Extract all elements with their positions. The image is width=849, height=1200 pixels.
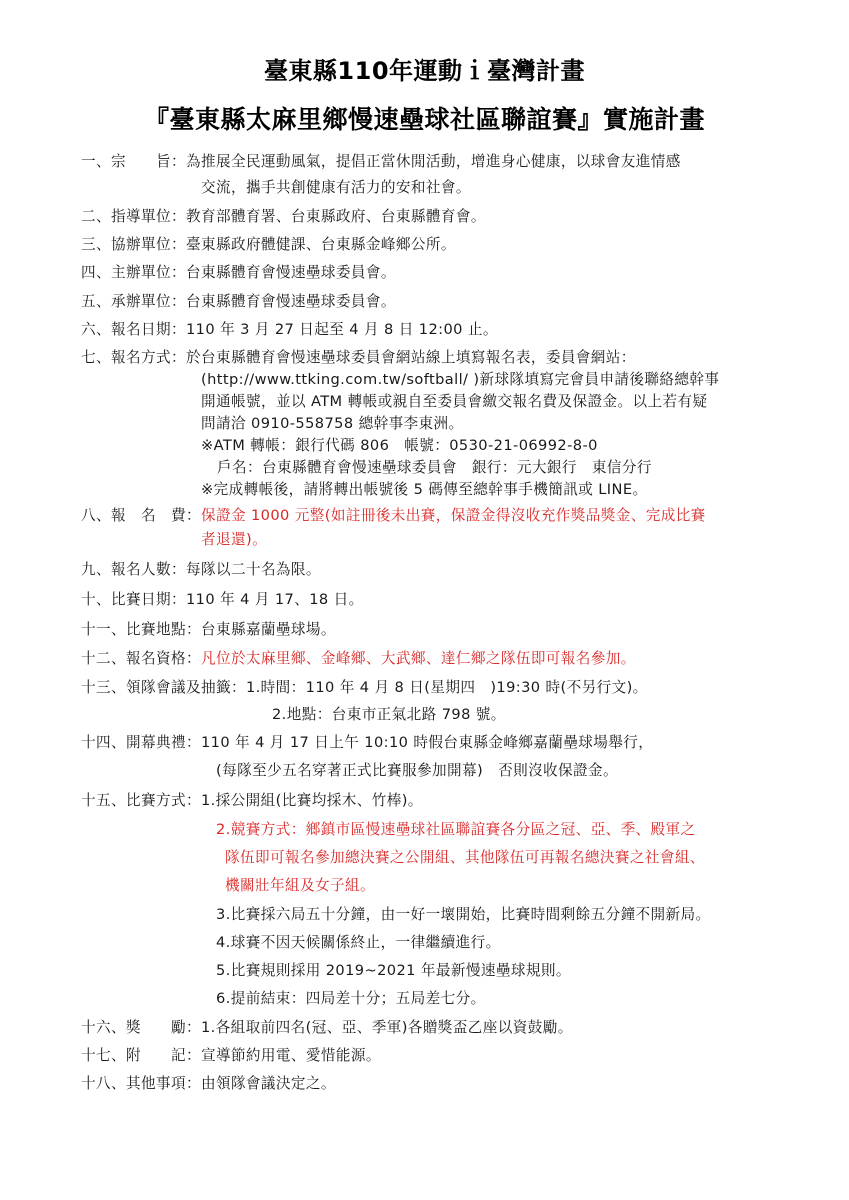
item-text: 保證金 1000 元整(如註冊後未出賽，保證金得沒收充作獎品獎金、完成比賽 — [200, 507, 706, 524]
item-text: 每隊以二十名為限。 — [185, 561, 321, 578]
item-text: 1.各組取前四名(冠、亞、季軍)各贈獎盃乙座以資鼓勵。 — [200, 1019, 573, 1036]
item-text: 110 年 4 月 17 日上午 10:10 時假台東縣金峰鄉嘉蘭壘球場舉行， — [200, 734, 654, 751]
item-continuation: 機關壯年組及女子組。 — [225, 877, 375, 894]
item-other-matters — [81, 1074, 336, 1094]
item-label: 一、宗 旨： — [81, 153, 186, 170]
item-venue — [81, 620, 336, 640]
item-continuation: 隊伍即可報名參加總決賽之公開組、其他隊伍可再報名總決賽之社會組、 — [225, 849, 705, 866]
item-text: 為推展全民運動風氣，提倡正當休閒活動，增進身心健康，以球會友進情感 — [185, 153, 681, 170]
item-text: 台東縣體育會慢速壘球委員會。 — [185, 264, 396, 281]
account-name-info: 戶名：台東縣體育會慢速壘球委員會 銀行：元大銀行 東信分行 — [217, 459, 652, 476]
item-text: 1.採公開組(比賽均採木、竹棒)。 — [200, 792, 423, 809]
item-text: 臺東縣政府體健課、台東縣金峰鄉公所。 — [185, 236, 456, 253]
item-awards — [81, 1018, 573, 1038]
item-text: 於台東縣體育會慢速壘球委員會網站線上填寫報名表，委員會網站： — [185, 349, 636, 366]
item-match-format — [81, 791, 423, 811]
transfer-note: ※完成轉帳後，請將轉出帳號後 5 碼傳至總幹事手機簡訊或 LINE。 — [201, 481, 648, 498]
item-continuation: 交流，攜手共創健康有活力的安和社會。 — [201, 179, 471, 196]
item-supervisor — [81, 207, 486, 227]
document-subtitle: 『臺東縣太麻里鄉慢速壘球社區聯誼賽』實施計畫 — [143, 105, 705, 134]
item-notes — [81, 1046, 381, 1066]
item-continuation-url: (http://www.ttking.com.tw/softball/ )新球隊填寫完會員申請後聯絡總幹事 — [201, 371, 720, 388]
item-continuation: 3.比賽採六局五十分鐘，由一好一壞開始，比賽時間剩餘五分鐘不開新局。 — [216, 906, 711, 923]
item-continuation: 6.提前結束：四局差十分；五局差七分。 — [216, 990, 486, 1007]
item-label: 八、報 名 費： — [81, 507, 201, 524]
item-label: 十三、領隊會議及抽籤： — [81, 679, 246, 696]
item-registration-fee — [81, 506, 706, 526]
item-label: 六、報名日期： — [81, 321, 186, 338]
item-continuation: 2.競賽方式：鄉鎮市區慢速壘球社區聯誼賽各分區之冠、亞、季、殿軍之 — [216, 821, 696, 838]
item-label: 七、報名方式： — [81, 349, 186, 366]
item-continuation: 者退還)。 — [201, 531, 268, 548]
item-text: 110 年 4 月 17、18 日。 — [185, 591, 364, 608]
item-text: 由領隊會議決定之。 — [200, 1075, 336, 1092]
item-text: 台東縣體育會慢速壘球委員會。 — [185, 293, 396, 310]
item-text: 凡位於太麻里鄉、金峰鄉、大武鄉、達仁鄉之隊伍即可報名參加。 — [200, 650, 636, 667]
item-match-date — [81, 590, 364, 610]
item-label: 十一、比賽地點： — [81, 621, 201, 638]
item-label: 四、主辦單位： — [81, 264, 186, 281]
item-continuation: 開通帳號，並以 ATM 轉帳或親自至委員會繳交報名費及保證金。以上若有疑 — [201, 393, 708, 410]
atm-transfer-info: ※ATM 轉帳：銀行代碼 806 帳號：0530-21-06992-8-0 — [201, 437, 598, 454]
item-label: 十五、比賽方式： — [81, 792, 201, 809]
item-label: 十八、其他事項： — [81, 1075, 201, 1092]
item-continuation: 2.地點：台東市正氣北路 798 號。 — [272, 706, 506, 723]
item-text: 台東縣嘉蘭壘球場。 — [200, 621, 336, 638]
item-team-meeting — [81, 678, 648, 698]
item-team-size — [81, 560, 321, 580]
item-organizer — [81, 263, 396, 283]
item-opening-ceremony — [81, 733, 653, 753]
item-registration-method — [81, 348, 636, 368]
item-label: 十二、報名資格： — [81, 650, 201, 667]
item-label: 十七、附 記： — [81, 1047, 201, 1064]
item-label: 二、指導單位： — [81, 208, 186, 225]
item-registration-date — [81, 320, 498, 340]
item-label: 十六、獎 勵： — [81, 1019, 201, 1036]
item-continuation: 4.球賽不因天候關係終止，一律繼續進行。 — [216, 934, 501, 951]
item-label: 五、承辦單位： — [81, 293, 186, 310]
item-label: 十、比賽日期： — [81, 591, 186, 608]
item-continuation: 問請洽 0910-558758 總幹事李東洲。 — [201, 415, 464, 432]
item-executor — [81, 292, 396, 312]
item-text: 110 年 3 月 27 日起至 4 月 8 日 12:00 止。 — [185, 321, 498, 338]
document-title: 臺東縣110年運動ｉ臺灣計畫 — [263, 57, 586, 85]
item-continuation: 5.比賽規則採用 2019~2021 年最新慢速壘球規則。 — [216, 962, 571, 979]
item-eligibility — [81, 649, 636, 669]
item-label: 三、協辦單位： — [81, 236, 186, 253]
item-label: 十四、開幕典禮： — [81, 734, 201, 751]
item-text: 宣導節約用電、愛惜能源。 — [200, 1047, 381, 1064]
item-purpose — [81, 152, 681, 172]
item-text: 1.時間：110 年 4 月 8 日(星期四 )19:30 時(不另行文)。 — [245, 679, 648, 696]
item-label: 九、報名人數： — [81, 561, 186, 578]
item-co-organizer — [81, 235, 456, 255]
item-text: 教育部體育署、台東縣政府、台東縣體育會。 — [185, 208, 486, 225]
item-continuation: (每隊至少五名穿著正式比賽服參加開幕) 否則沒收保證金。 — [216, 762, 619, 779]
